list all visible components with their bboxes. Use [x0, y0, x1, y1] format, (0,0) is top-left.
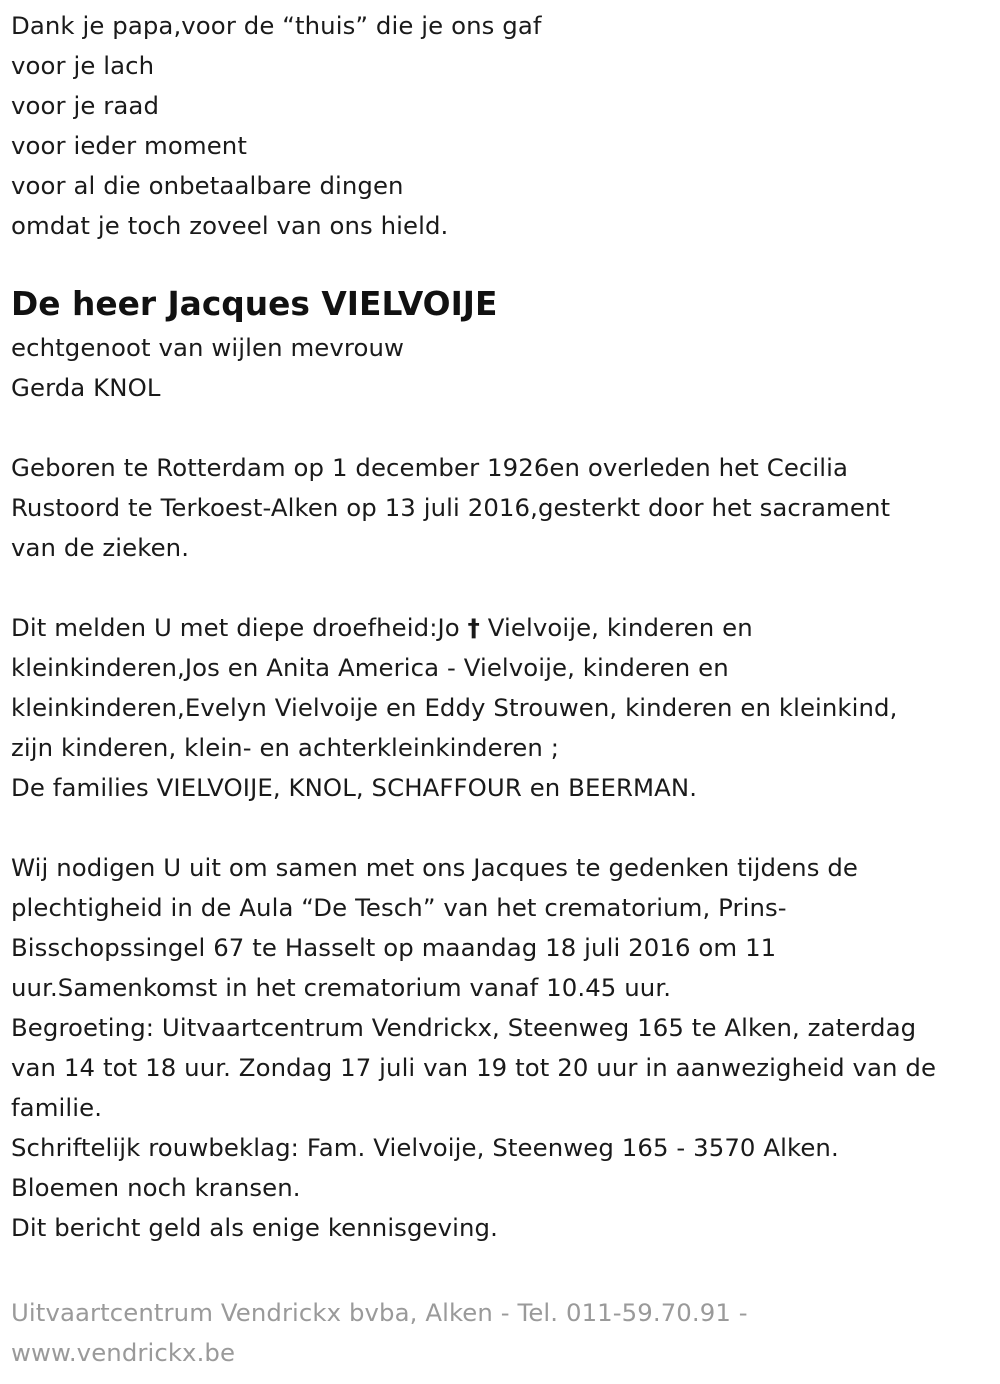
obituary-notice — [11, 6, 996, 1248]
spacer — [11, 568, 996, 608]
spacer — [11, 408, 996, 448]
announcement-text: Dit melden U met diepe droefheid:Jo — [11, 613, 468, 642]
relation-line: echtgenoot van wijlen mevrouw — [11, 333, 405, 362]
paragraph-line: kleinkinderen,Jos en Anita America - Vielvoije, kinderen en — [11, 653, 729, 682]
paragraph-line: Geboren te Rotterdam op 1 december 1926en overleden het Cecilia — [11, 453, 849, 482]
birth-death-paragraph — [11, 448, 996, 568]
paragraph-line: uur.Samenkomst in het crematorium vanaf 10.45 uur. — [11, 973, 672, 1002]
paragraph-line: kleinkinderen,Evelyn Vielvoije en Eddy Strouwen, kinderen en kleinkind, — [11, 693, 898, 722]
deceased-name: De heer Jacques VIELVOIJE — [11, 285, 498, 323]
paragraph-line — [11, 608, 996, 648]
footer-line: Uitvaartcentrum Vendrickx bvba, Alken - Tel. 011-59.70.91 - — [11, 1298, 748, 1327]
ceremony-paragraph — [11, 848, 996, 1248]
poem-line: voor je lach — [11, 51, 155, 80]
paragraph-line: Dit bericht geld als enige kennisgeving. — [11, 1213, 498, 1242]
paragraph-line: Bisschopssingel 67 te Hasselt op maandag 18 juli 2016 om 11 — [11, 933, 777, 962]
paragraph-line: Wij nodigen U uit om samen met ons Jacques te gedenken tijdens de — [11, 853, 858, 882]
poem-line: voor ieder moment — [11, 131, 247, 160]
paragraph-line: Rustoord te Terkoest-Alken op 13 juli 2016,gesterkt door het sacrament — [11, 493, 891, 522]
paragraph-line: Schriftelijk rouwbeklag: Fam. Vielvoije, Steenweg 165 - 3570 Alken. — [11, 1133, 839, 1162]
footer-website: www.vendrickx.be — [11, 1338, 236, 1367]
announcement-text: Vielvoije, kinderen en — [479, 613, 753, 642]
cross-icon: † — [467, 613, 480, 642]
paragraph-line: zijn kinderen, klein- en achterkleinkinderen ; — [11, 733, 560, 762]
paragraph-line: plechtigheid in de Aula “De Tesch” van het crematorium, Prins- — [11, 893, 787, 922]
poem-line: Dank je papa,voor de “thuis” die je ons gaf — [11, 11, 542, 40]
poem-line: omdat je toch zoveel van ons hield. — [11, 211, 449, 240]
paragraph-line: De families VIELVOIJE, KNOL, SCHAFFOUR en BEERMAN. — [11, 773, 698, 802]
spouse-name: Gerda KNOL — [11, 373, 161, 402]
paragraph-line: van de zieken. — [11, 533, 190, 562]
announcement-paragraph — [11, 608, 996, 808]
poem-line: voor je raad — [11, 91, 160, 120]
paragraph-line: van 14 tot 18 uur. Zondag 17 juli van 19 tot 20 uur in aanwezigheid van de — [11, 1053, 937, 1082]
funeral-home-footer — [11, 1293, 996, 1373]
paragraph-line: Bloemen noch kransen. — [11, 1173, 301, 1202]
poem — [11, 6, 996, 246]
poem-line: voor al die onbetaalbare dingen — [11, 171, 404, 200]
spacer — [11, 808, 996, 848]
paragraph-line: Begroeting: Uitvaartcentrum Vendrickx, Steenweg 165 te Alken, zaterdag — [11, 1013, 917, 1042]
paragraph-line: familie. — [11, 1093, 103, 1122]
